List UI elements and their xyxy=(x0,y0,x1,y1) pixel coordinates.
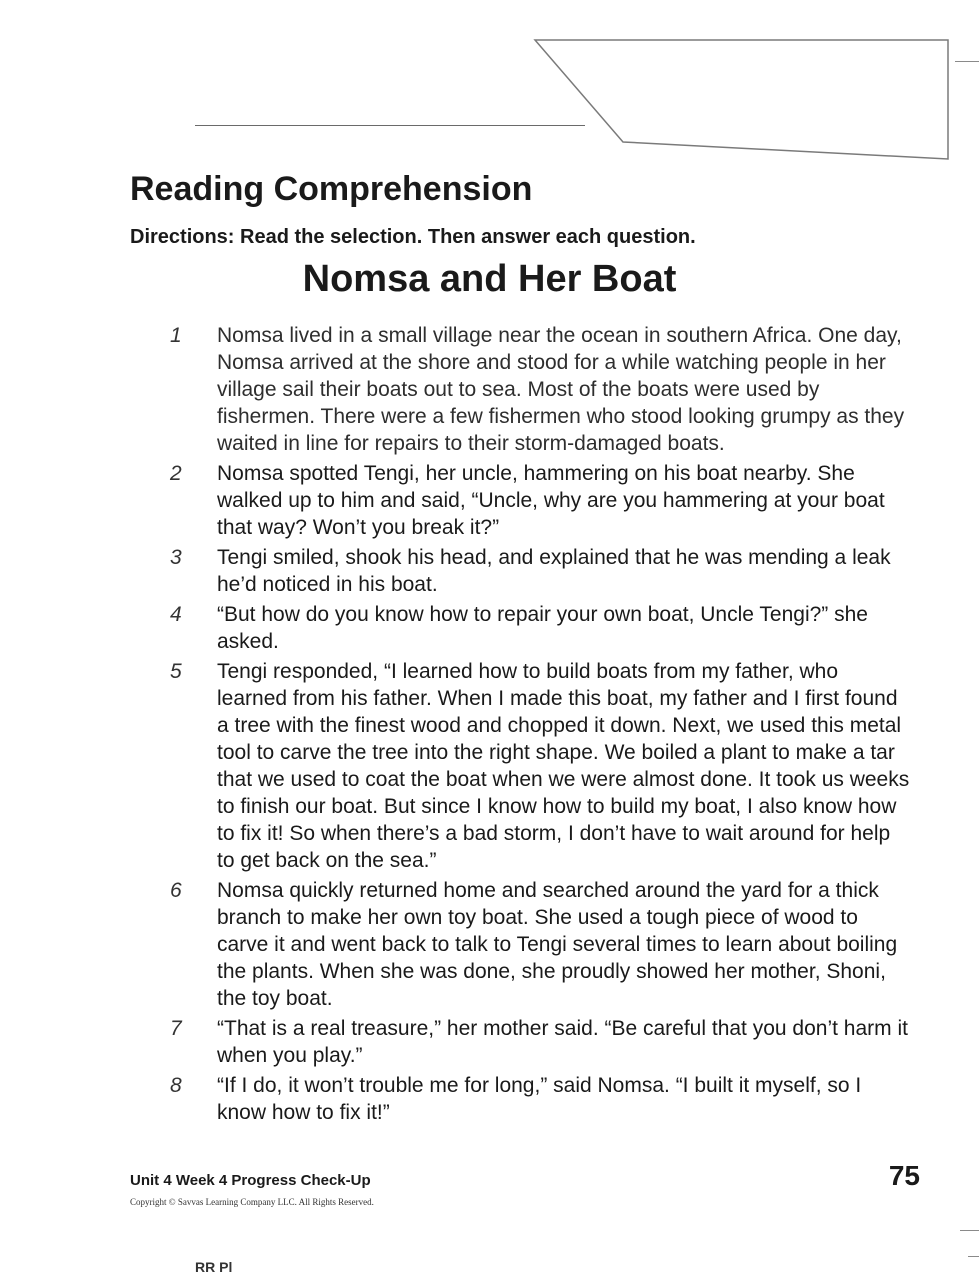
paragraph-number: 6 xyxy=(170,879,182,902)
footer-label: Unit 4 Week 4 Progress Check-Up xyxy=(130,1172,371,1189)
edge-mark-top xyxy=(955,61,979,62)
edge-mark-bottom xyxy=(960,1230,979,1231)
name-write-line xyxy=(195,125,585,126)
cutoff-text: RR Pl xyxy=(195,1259,233,1275)
paragraph-text: Tengi smiled, shook his head, and explained that he was mending a leak he’d noticed in his boat. xyxy=(217,546,891,596)
paragraph xyxy=(170,601,910,655)
paragraph xyxy=(170,1015,910,1069)
date-box xyxy=(530,35,960,165)
page-number: 75 xyxy=(888,1160,920,1191)
paragraph xyxy=(170,1072,910,1126)
copyright: Copyright © Savvas Learning Company LLC. All Rights Reserved. xyxy=(130,1197,374,1207)
paragraph-text: Nomsa spotted Tengi, her uncle, hammering on his boat nearby. She walked up to him and said, “Uncle, why are you hammering at your boat that way? Won’t you break it?” xyxy=(217,462,885,539)
paragraph-text: Nomsa lived in a small village near the ocean in southern Africa. One day, Nomsa arrived at the shore and stood for a while watching people in her village sail their boats out to sea. Most of the boats were used by fishermen. There were a few fishermen who stood looking grumpy as they waited in line for repairs to their storm-damaged boats. xyxy=(217,324,905,455)
paragraph-number: 4 xyxy=(170,603,182,626)
story-title: Nomsa and Her Boat xyxy=(302,258,677,300)
paragraph-number: 5 xyxy=(170,660,182,683)
paragraph-text: “If I do, it won’t trouble me for long,” said Nomsa. “I built it myself, so I know how to fix it!” xyxy=(217,1074,862,1124)
directions: Directions: Read the selection. Then answer each question. xyxy=(130,226,696,248)
passage xyxy=(170,322,910,1129)
paragraph-text: “That is a real treasure,” her mother said. “Be careful that you don’t harm it when you play.” xyxy=(217,1017,908,1067)
paragraph xyxy=(170,658,910,874)
edge-mark-bottom-2 xyxy=(968,1256,979,1257)
paragraph-number: 7 xyxy=(170,1017,182,1040)
paragraph-text: Tengi responded, “I learned how to build boats from my father, who learned from his father. When I made this boat, my father and I first found a tree with the finest wood and chopped it down. Next, we used this metal tool to carve the tree into the right shape. We boiled a plant to make a tar that we used to coat the boat when we were almost done. It took us weeks to finish our boat. But since I know how to build my boat, I also know how to fix it! So when there’s a bad storm, I don’t have to wait around for help to get back on the sea.” xyxy=(217,660,910,872)
section-title: Reading Comprehension xyxy=(130,170,533,208)
paragraph xyxy=(170,460,910,541)
paragraph xyxy=(170,877,910,1012)
paragraph xyxy=(170,544,910,598)
paragraph-text: “But how do you know how to repair your own boat, Uncle Tengi?” she asked. xyxy=(217,603,868,653)
paragraph-number: 3 xyxy=(170,546,182,569)
paragraph xyxy=(170,322,910,457)
paragraph-number: 1 xyxy=(170,324,182,347)
paragraph-number: 2 xyxy=(170,462,182,485)
paragraph-number: 8 xyxy=(170,1074,182,1097)
paragraph-text: Nomsa quickly returned home and searched around the yard for a thick branch to make her own toy boat. She used a tough piece of wood to carve it and went back to talk to Tengi several times to learn about boiling the plants. When she was done, she proudly showed her mother, Shoni, the toy boat. xyxy=(217,879,898,1010)
